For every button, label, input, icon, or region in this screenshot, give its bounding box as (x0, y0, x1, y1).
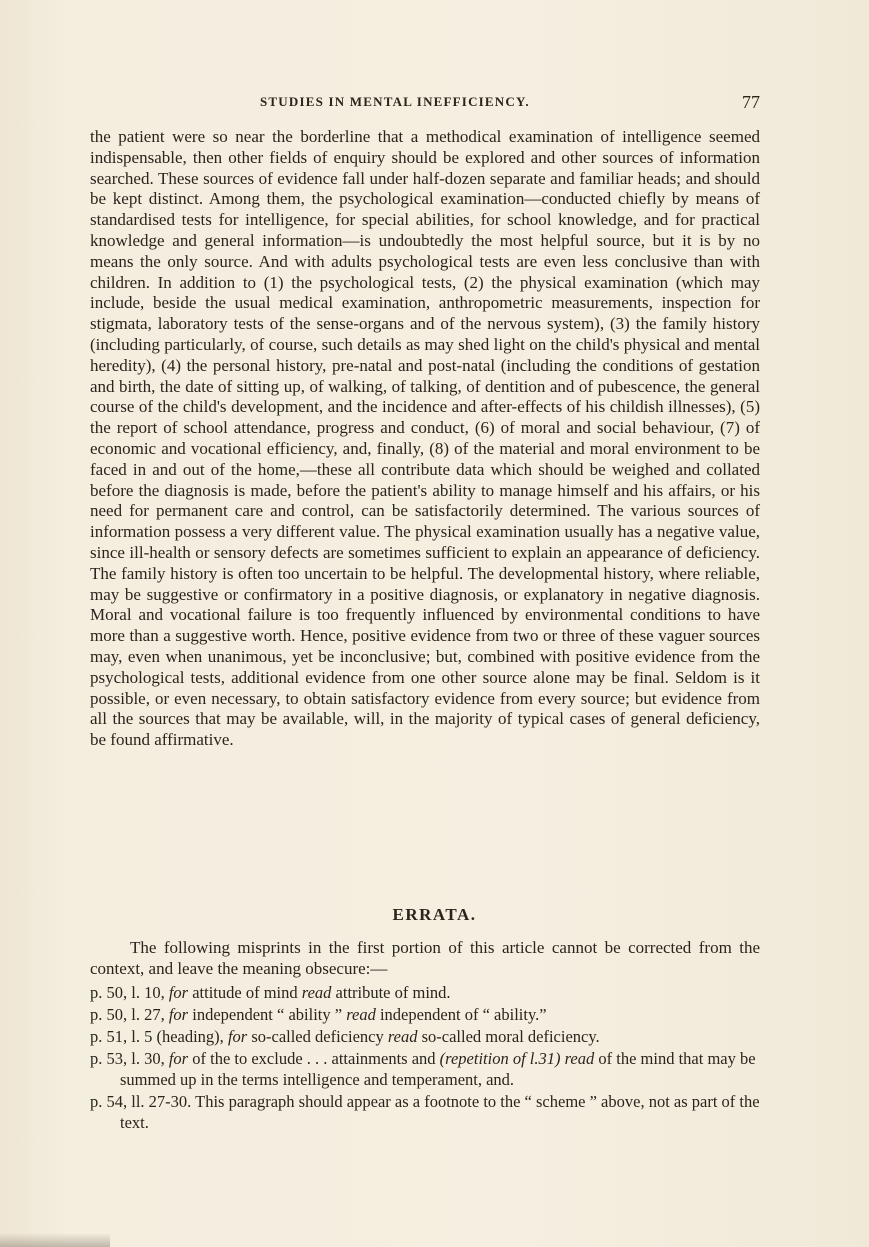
errata-for-word: for (168, 1005, 189, 1024)
page-number: 77 (742, 92, 760, 112)
errata-wrong-text: independent “ ability ” (192, 1005, 343, 1024)
errata-right-text: so-called moral deficiency. (421, 1027, 600, 1046)
errata-for-word: for (168, 983, 189, 1002)
running-title: STUDIES IN MENTAL INEFFICIENCY. (260, 94, 530, 109)
errata-for-word: for (227, 1027, 248, 1046)
errata-item (90, 1026, 760, 1047)
body-paragraph: the patient were so near the borderline that a methodical examination of intelligence seemed indispensable, then other fields of enquiry should be explored and other sources of information searched. These sources of evidence fall under half-dozen separate and familiar heads; and should be kept distinct. Among them, the psychological examination—conducted chiefly by means of standardised tests for intelligence, for special abilities, for school knowledge, and for practical knowledge and general information—is undoubtedly the most helpful source, but it is by no means the only source. And with adults psychological tests are even less conclusive than with children. In addition to (1) the psychological tests, (2) the physical examination (which may include, beside the usual medical examination, anthropometric measurements, inspection for stigmata, laboratory tests of the sense-organs and of the nervous system), (3) the family history (including particularly, of course, such details as may shed light on the child's physical and mental heredity), (4) the personal history, pre-natal and post-natal (including the conditions of gestation and birth, the date of sitting up, of walking, of talking, of dentition and of pubescence, the general course of the child's development, and the incidence and after-effects of his childish illnesses), (5) the report of school attendance, progress and conduct, (6) of moral and social behaviour, (7) of economic and vocational efficiency, and, finally, (8) of the material and moral environment to be faced in and out of the home,—these all contribute data which should be weighed and collated before the diagnosis is made, before the patient's ability to manage himself and his affairs, or his need for permanent care and control, can be satisfactorily determined. The various sources of information possess a very different value. The physical examination usually has a negative value, since ill-health or sensory defects are sometimes sufficient to explain an appearance of deficiency. The family history is often too uncertain to be helpful. The developmental history, where reliable, may be suggestive or confirmatory in a positive diagnosis, or explanatory in negative diagnosis. Moral and vocational failure is too frequently influenced by environmental conditions to have more than a suggestive worth. Hence, positive evidence from two or three of these vaguer sources may, even when unanimous, yet be inconclusive; but, combined with positive evidence from the psychological tests, additional evidence from one other source alone may be final. Seldom is it possible, or even necessary, to obtain satisfactory evidence from every source; but evidence from all the sources that may be available, will, in the majority of typical cases of general deficiency, be found affirmative. (90, 127, 760, 750)
errata-ref: p. 53, l. 30, (90, 1049, 165, 1068)
errata-list (90, 982, 760, 1134)
errata-ref: p. 51, l. 5 (heading), (90, 1027, 224, 1046)
running-head (90, 92, 760, 114)
errata-read-word: read (346, 1005, 376, 1024)
errata-ref: p. 54, ll. 27-30. (90, 1092, 192, 1111)
errata-item (90, 1004, 760, 1025)
errata-right-text: independent of “ ability.” (379, 1005, 547, 1024)
errata-ref: p. 50, l. 10, (90, 983, 165, 1002)
errata-heading: ERRATA. (392, 905, 477, 924)
errata-wrong-text: attitude of mind (192, 983, 298, 1002)
errata-read-word: read (301, 983, 332, 1002)
errata-right-text: attribute of mind. (335, 983, 451, 1002)
errata-right-text: of the mind that may be summed up in the terms intelligence and temperament, and. (120, 1049, 756, 1089)
errata-parenthetical: (repetition of l.31) (439, 1049, 561, 1068)
errata-item (90, 1048, 760, 1090)
errata-for-word: for (168, 1049, 189, 1068)
errata-ref: p. 50, l. 27, (90, 1005, 165, 1024)
errata-wrong-text: so-called deficiency (251, 1027, 384, 1046)
errata-item (90, 1091, 760, 1133)
errata-intro: The following misprints in the first portion of this article cannot be corrected from the context, and leave the meaning obsecure:— (90, 938, 760, 978)
errata-item (90, 982, 760, 1003)
errata-note-text: This paragraph should appear as a footnote to the “ scheme ” above, not as part of the text. (120, 1092, 760, 1132)
errata-wrong-text: of the to exclude . . . attainments and (192, 1049, 436, 1068)
page-edge-shadow (0, 1233, 110, 1247)
errata-read-word: read (564, 1049, 595, 1068)
errata-read-word: read (387, 1027, 418, 1046)
